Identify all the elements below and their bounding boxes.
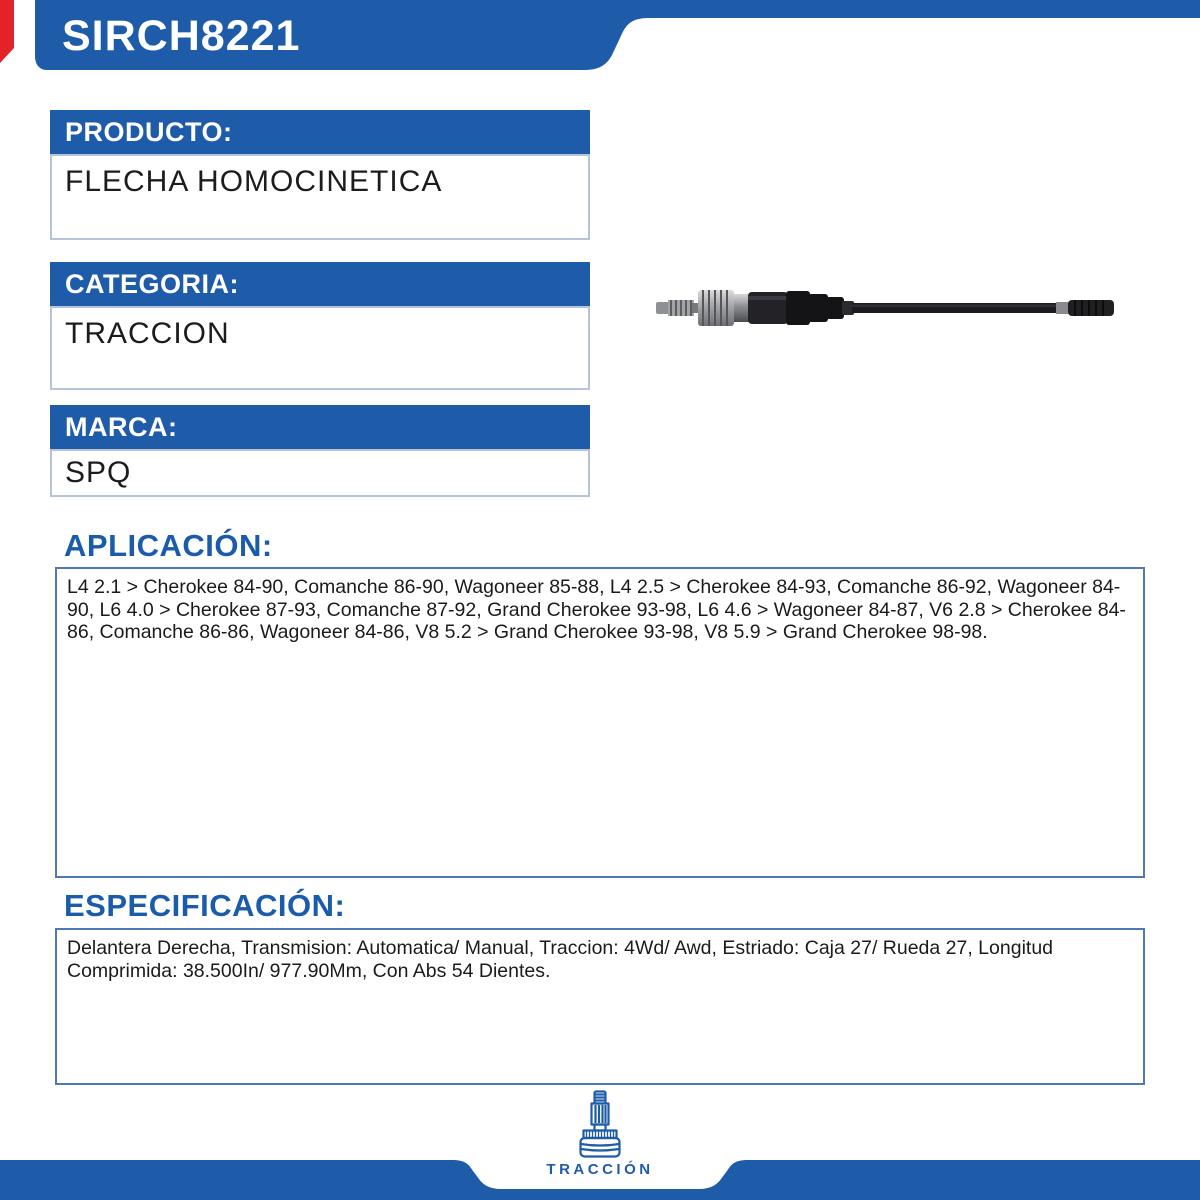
cv-joint-icon bbox=[570, 1090, 630, 1158]
footer-category-label: TRACCIÓN bbox=[546, 1161, 654, 1178]
especificacion-title: ESPECIFICACIÓN: bbox=[64, 888, 346, 923]
aplicacion-title: APLICACIÓN: bbox=[64, 528, 273, 563]
especificacion-text: Delantera Derecha, Transmision: Automatica/ Manual, Traccion: 4Wd/ Awd, Estriado: Caja 27/ Rueda 27, Longitud Comprimida: 38.500In/ 977.90Mm, Con Abs 54 Dientes. bbox=[55, 928, 1145, 1085]
part-number: SIRCH8221 bbox=[62, 11, 301, 60]
producto-label: PRODUCTO: bbox=[50, 110, 590, 154]
producto-value: FLECHA HOMOCINETICA bbox=[50, 154, 590, 240]
brand-accent bbox=[0, 0, 14, 63]
cv-axle-photo bbox=[652, 277, 1122, 339]
aplicacion-text: L4 2.1 > Cherokee 84-90, Comanche 86-90, Wagoneer 85-88, L4 2.5 > Cherokee 84-93, Comanche 86-92, Wagoneer 84-90, L6 4.0 > Cherokee 87-93, Comanche 87-92, Grand Cherokee 93-98, L6 4.6 > Wagoneer 84-87, V6 2.8 > Cherokee 84-86, Comanche 86-86, Wagoneer 84-86, V8 5.2 > Grand Cherokee 93-98, V8 5.9 > Grand Cherokee 98-98. bbox=[55, 567, 1145, 878]
marca-value: SPQ bbox=[50, 449, 590, 497]
categoria-value: TRACCION bbox=[50, 306, 590, 390]
categoria-label: CATEGORIA: bbox=[50, 262, 590, 306]
marca-label: MARCA: bbox=[50, 405, 590, 449]
